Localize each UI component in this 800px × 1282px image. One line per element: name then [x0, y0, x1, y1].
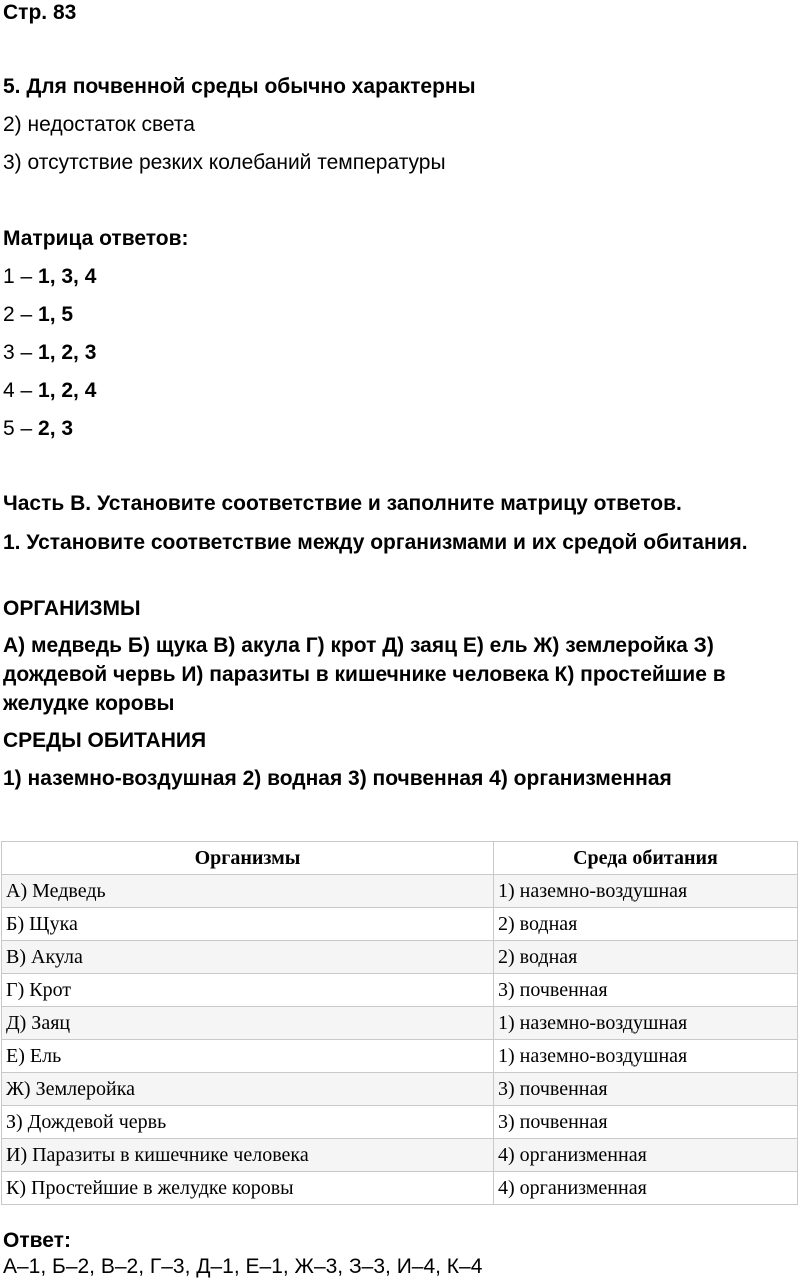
table-row [2, 1007, 798, 1040]
table-row [2, 1172, 798, 1205]
organism-cell: Г) Крот [2, 974, 494, 1007]
organism-cell: Ж) Землеройка [2, 1073, 494, 1106]
matrix-heading: Матрица ответов: [3, 227, 189, 250]
habitat-cell: 1) наземно-воздушная [494, 1040, 798, 1073]
table-header-row [2, 842, 798, 875]
matrix-row-value: 1, 2, 3 [38, 341, 97, 364]
habitat-cell: 3) почвенная [494, 1106, 798, 1139]
organisms-text: А) медведь Б) щука В) акула Г) крот Д) заяц Е) ель Ж) землеройка З) дождевой червь И) паразиты в кишечнике человека К) простейшие в желудке коровы [3, 634, 726, 715]
matrix-row [3, 300, 73, 329]
matrix-row-value: 1, 5 [38, 303, 74, 326]
matrix-row-number: 3 – [3, 341, 39, 364]
table-row [2, 908, 798, 941]
habitat-cell: 3) почвенная [494, 974, 798, 1007]
question-5-heading: 5. Для почвенной среды обычно характерны [3, 75, 476, 98]
organism-cell: И) Паразиты в кишечнике человека [2, 1139, 494, 1172]
page-label: Стр. 83 [3, 1, 77, 24]
habitat-cell: 2) водная [494, 908, 798, 941]
matrix-row-number: 2 – [3, 303, 39, 326]
matrix-row [3, 262, 96, 291]
table-row [2, 875, 798, 908]
table-row [2, 941, 798, 974]
organism-cell: В) Акула [2, 941, 494, 974]
organism-cell: Е) Ель [2, 1040, 494, 1073]
table-row [2, 1040, 798, 1073]
matrix-row-number: 1 – [3, 265, 39, 288]
matrix-row [3, 338, 96, 367]
table-row [2, 1139, 798, 1172]
organism-cell: А) Медведь [2, 875, 494, 908]
header-organisms: Организмы [2, 842, 494, 875]
matrix-row [3, 376, 96, 405]
habitats-text: 1) наземно-воздушная 2) водная 3) почвенная 4) организменная [3, 767, 672, 790]
matrix-row-value: 2, 3 [38, 417, 74, 440]
header-habitat: Среда обитания [494, 842, 798, 875]
organism-cell: Д) Заяц [2, 1007, 494, 1040]
matrix-row-number: 4 – [3, 379, 39, 402]
habitat-cell: 1) наземно-воздушная [494, 875, 798, 908]
organisms-title: ОРГАНИЗМЫ [3, 597, 141, 620]
organism-cell: К) Простейшие в желудке коровы [2, 1172, 494, 1205]
matrix-row [3, 414, 73, 443]
matrix-row-value: 1, 3, 4 [38, 265, 97, 288]
part-b-heading: Часть В. Установите соответствие и заполните матрицу ответов. [3, 492, 682, 515]
question-5-answer: 2) недостаток света [3, 113, 195, 136]
habitats-title: СРЕДЫ ОБИТАНИЯ [3, 729, 207, 752]
habitat-cell: 4) организменная [494, 1139, 798, 1172]
answer-label: Ответ: [3, 1229, 71, 1252]
task-1-text: 1. Установите соответствие между организмами и их средой обитания. [3, 531, 748, 554]
habitat-cell: 4) организменная [494, 1172, 798, 1205]
matrix-row-number: 5 – [3, 417, 39, 440]
habitat-cell: 1) наземно-воздушная [494, 1007, 798, 1040]
answer-text: А–1, Б–2, В–2, Г–3, Д–1, Е–1, Ж–3, З–3, И–4, К–4 [3, 1255, 483, 1278]
habitat-cell: 3) почвенная [494, 1073, 798, 1106]
table-row [2, 1106, 798, 1139]
matching-table [1, 841, 798, 1205]
table-row [2, 1073, 798, 1106]
question-5-answer: 3) отсутствие резких колебаний температуры [3, 151, 446, 174]
matrix-row-value: 1, 2, 4 [38, 379, 97, 402]
organism-cell: З) Дождевой червь [2, 1106, 494, 1139]
habitat-cell: 2) водная [494, 941, 798, 974]
table-row [2, 974, 798, 1007]
organism-cell: Б) Щука [2, 908, 494, 941]
